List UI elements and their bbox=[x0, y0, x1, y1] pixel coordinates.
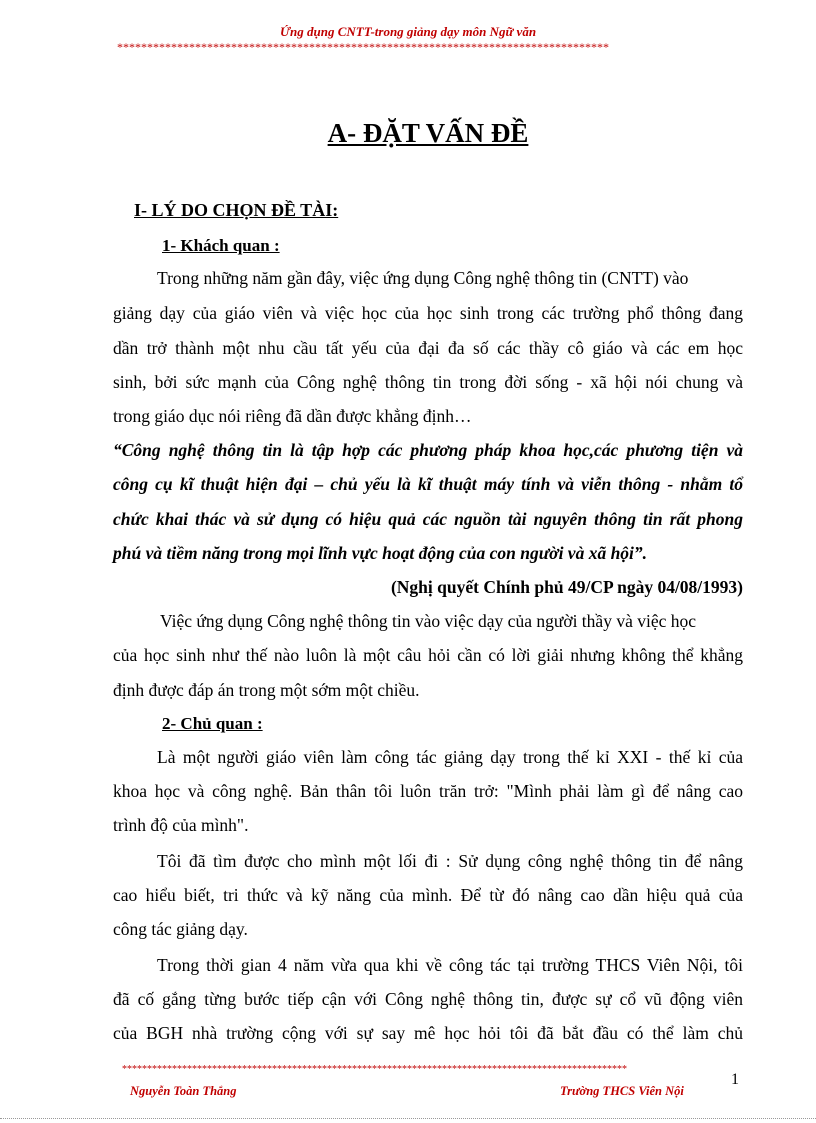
citation: (Nghị quyết Chính phủ 49/CP ngày 04/08/1993) bbox=[390, 577, 743, 597]
paragraph-line: Trong thời gian 4 năm vừa qua khi về công tác tại trường THCS Viên Nội, tôi bbox=[157, 955, 743, 975]
section-heading: I- LÝ DO CHỌN ĐỀ TÀI: bbox=[134, 200, 339, 220]
subsection-heading-objective: 1- Khách quan : bbox=[162, 236, 280, 255]
header-divider: ********************************************************************************** bbox=[117, 40, 609, 54]
paragraph-line: của học sinh như thế nào luôn là một câu hỏi cần có lời giải nhưng không thể khẳng bbox=[113, 645, 743, 665]
footer-school: Trường THCS Viên Nội bbox=[560, 1084, 684, 1098]
paragraph-line: giảng dạy của giáo viên và việc học của học sinh trong các trường phổ thông đang bbox=[113, 303, 743, 323]
quote-line: phú và tiềm năng trong mọi lĩnh vực hoạt động của con người và xã hội”. bbox=[113, 543, 648, 563]
quote-line: công cụ kĩ thuật hiện đại – chủ yếu là kĩ thuật máy tính và viễn thông - nhằm tổ bbox=[113, 474, 743, 494]
footer-divider: ***************************************************************************************************** bbox=[122, 1064, 627, 1075]
main-heading: A- ĐẶT VẤN ĐỀ bbox=[327, 118, 529, 148]
paragraph-line: trong giáo dục nói riêng đã dần được khẳng định… bbox=[113, 406, 472, 426]
paragraph-line: khoa học và công nghệ. Bản thân tôi luôn trăn trở: "Mình phải làm gì để nâng cao bbox=[113, 781, 743, 801]
paragraph-line: của BGH nhà trường cộng với sự say mê học hỏi tôi đã bắt đầu có thể làm chủ bbox=[113, 1023, 743, 1043]
paragraph-line: Là một người giáo viên làm công tác giảng dạy trong thế kỉ XXI - thế kỉ của bbox=[157, 747, 743, 767]
paragraph-line: trình độ của mình". bbox=[113, 815, 249, 835]
quote-line: chức khai thác và sử dụng có hiệu quả các nguồn tài nguyên thông tin rất phong bbox=[113, 509, 743, 529]
paragraph-line: dần trở thành một nhu cầu tất yếu của đại đa số các thầy cô giáo và các em học bbox=[113, 338, 743, 358]
quote-line: “Công nghệ thông tin là tập hợp các phương pháp khoa học,các phương tiện và bbox=[113, 440, 743, 460]
paragraph-line: công tác giảng dạy. bbox=[113, 919, 248, 939]
subsection-heading-subjective: 2- Chủ quan : bbox=[162, 714, 263, 733]
page-number: 1 bbox=[731, 1071, 739, 1088]
footer-author: Nguyễn Toàn Thắng bbox=[130, 1084, 237, 1098]
page-bottom-border bbox=[0, 1118, 816, 1119]
paragraph-line: cao hiểu biết, tri thức và kỹ năng của mình. Để từ đó nâng cao dần hiệu quả của bbox=[113, 885, 743, 905]
header-title: Ứng dụng CNTT-trong giảng dạy môn Ngữ văn bbox=[279, 24, 537, 39]
paragraph-line: định được đáp án trong một sớm một chiều. bbox=[113, 680, 420, 700]
paragraph-line: Tôi đã tìm được cho mình một lối đi : Sử dụng công nghệ thông tin để nâng bbox=[157, 851, 743, 871]
paragraph-line: Việc ứng dụng Công nghệ thông tin vào việc dạy của người thầy và việc học bbox=[160, 611, 696, 631]
paragraph-line: đã cố gắng từng bước tiếp cận với Công nghệ thông tin, được sự cổ vũ động viên bbox=[113, 989, 743, 1009]
paragraph-line: sinh, bởi sức mạnh của Công nghệ thông tin trong đời sống - xã hội nói chung và bbox=[113, 372, 743, 392]
paragraph-line: Trong những năm gần đây, việc ứng dụng Công nghệ thông tin (CNTT) vào bbox=[157, 268, 689, 288]
